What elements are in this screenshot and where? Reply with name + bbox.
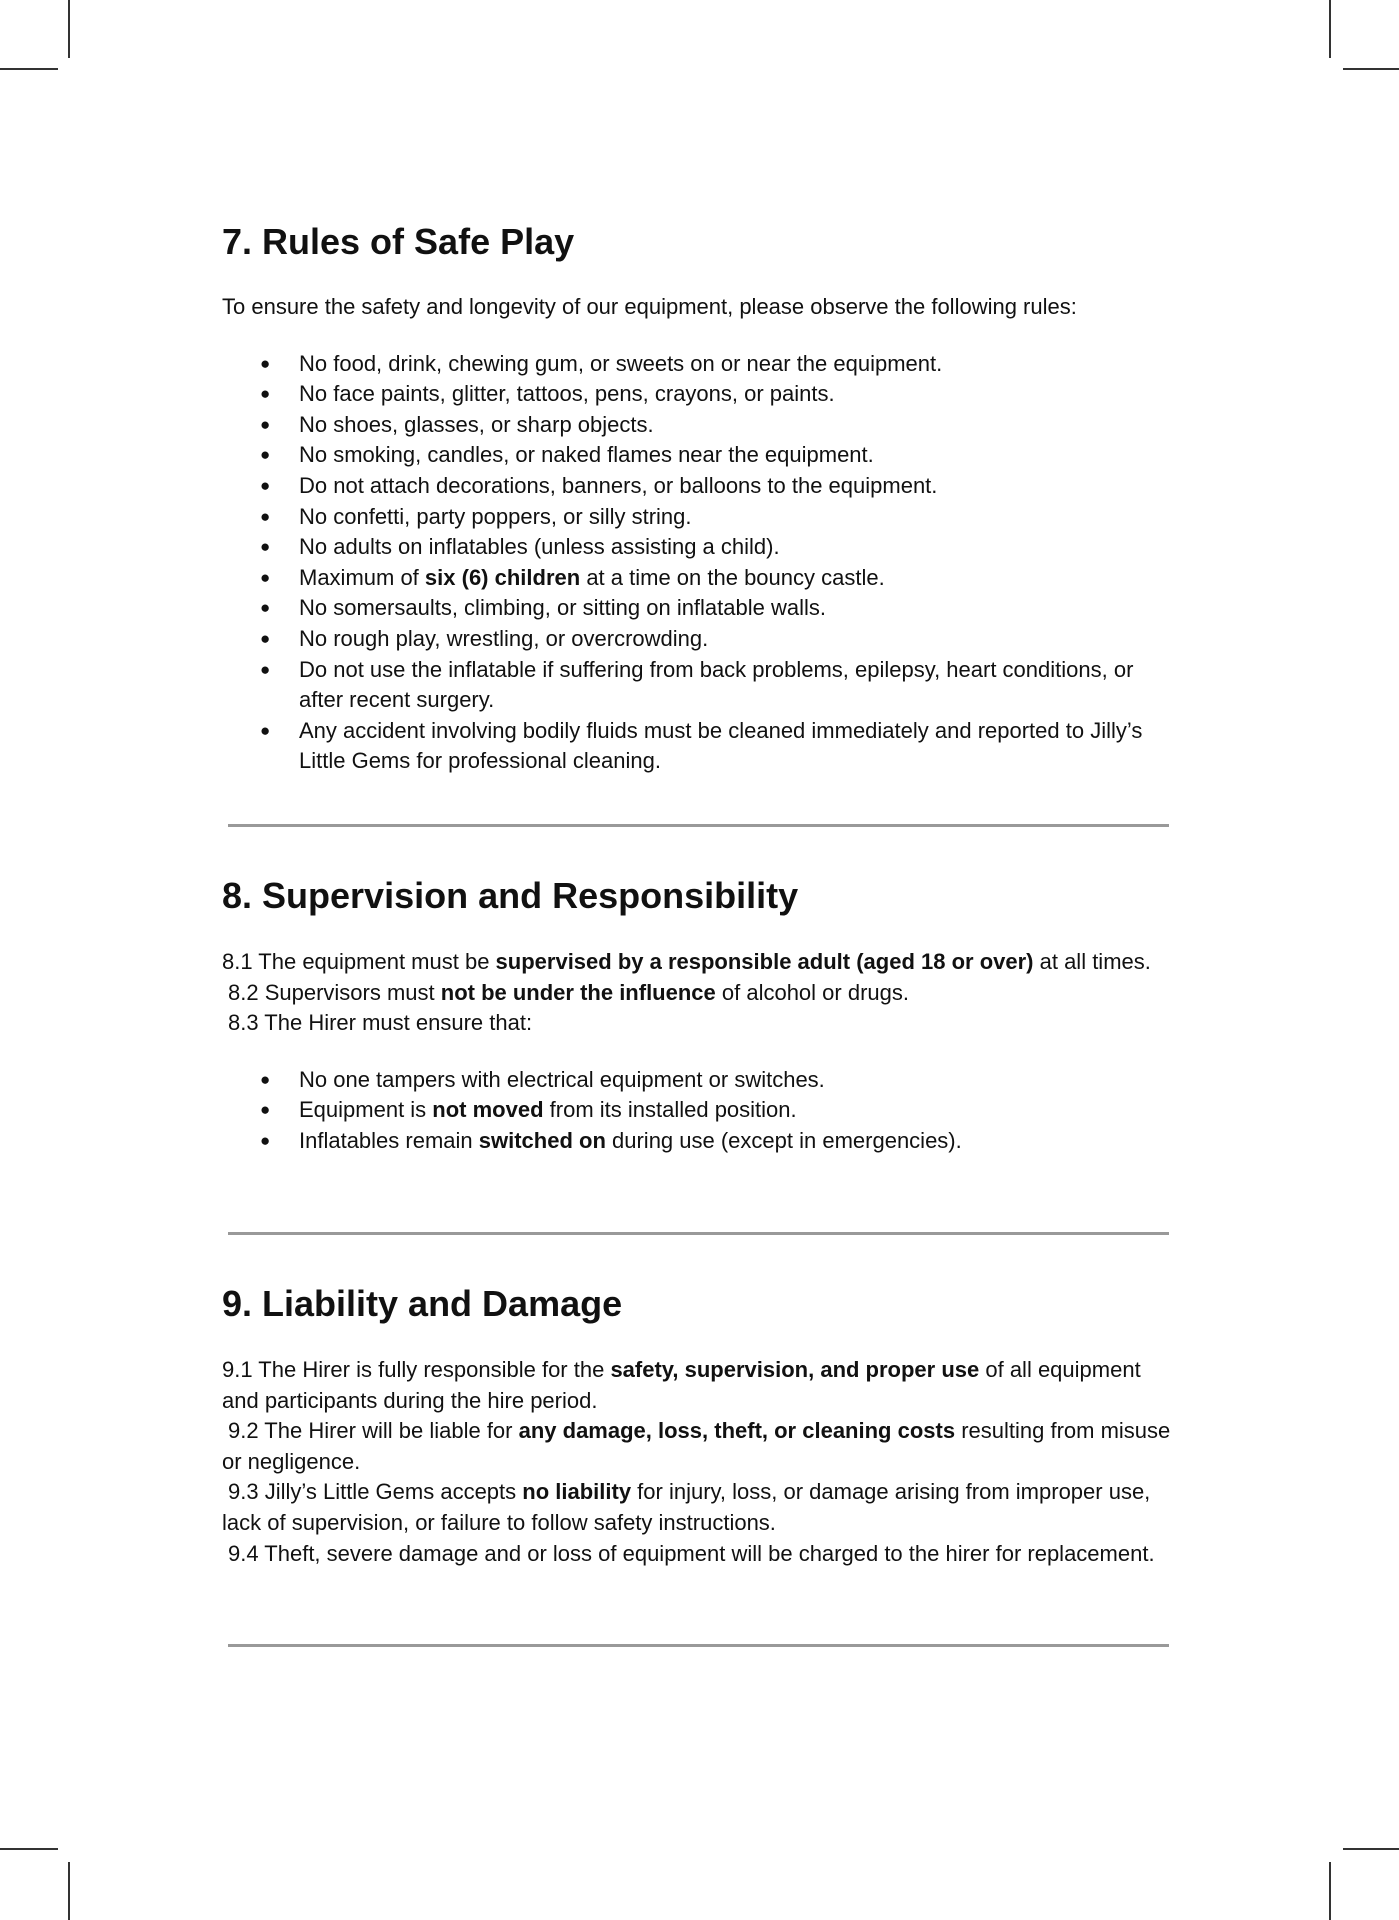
section-rules-of-safe-play	[222, 220, 1182, 777]
bold-text: not moved	[432, 1097, 544, 1123]
crop-mark	[68, 0, 70, 58]
list-item	[222, 1095, 1182, 1126]
bold-text: six (6) children	[424, 564, 581, 590]
crop-mark	[1343, 68, 1399, 70]
intro-text: To ensure the safety and longevity of our equipment, please observe the following rules:	[222, 294, 1077, 319]
crop-mark	[1343, 1848, 1399, 1850]
divider	[228, 824, 1169, 827]
paragraph-8-2	[222, 978, 1182, 1009]
list-item: ● No confetti, party poppers, or silly string.	[222, 502, 1182, 533]
list-item: ● Do not use the inflatable if suffering from back problems, epilepsy, heart conditions, or after recent surgery.	[222, 655, 1182, 716]
paragraph-9-1	[222, 1355, 1182, 1416]
crop-mark	[0, 1848, 58, 1850]
text: 8.2 Supervisors must	[228, 979, 441, 1005]
list-item: ● No somersaults, climbing, or sitting on inflatable walls.	[222, 593, 1182, 624]
section-heading: 7. Rules of Safe Play	[222, 221, 575, 262]
text: for injury, loss, or damage arising from improper use, lack of supervision, or failure to follow safety instructions.	[222, 1479, 1151, 1535]
crop-mark	[68, 1862, 70, 1920]
bold-text: any damage, loss, theft, or cleaning costs	[518, 1418, 956, 1444]
paragraph-8-1	[222, 947, 1182, 978]
paragraph-9-4	[222, 1539, 1182, 1570]
text: from its installed position.	[543, 1097, 797, 1123]
text: 9.1 The Hirer is fully responsible for the	[222, 1357, 611, 1382]
text: at all times.	[1033, 949, 1151, 974]
section-supervision	[222, 874, 1182, 1157]
crop-mark	[1329, 0, 1331, 58]
text: 9.3 Jilly’s Little Gems accepts	[228, 1479, 523, 1505]
divider	[228, 1232, 1169, 1235]
list-item: ● Do not attach decorations, banners, or balloons to the equipment.	[222, 471, 1182, 502]
text: of alcohol or drugs.	[715, 979, 909, 1005]
list-item: ● No food, drink, chewing gum, or sweets on or near the equipment.	[222, 349, 1182, 380]
text: of all equipment and participants during the hire period.	[222, 1357, 1141, 1413]
list-item: ● No rough play, wrestling, or overcrowding.	[222, 624, 1182, 655]
text: 9.2 The Hirer will be liable for	[228, 1418, 519, 1444]
list-item: ● No face paints, glitter, tattoos, pens, crayons, or paints.	[222, 379, 1182, 410]
text: 9.4 Theft, severe damage and or loss of equipment will be charged to the hirer for replacement.	[228, 1540, 1155, 1566]
hirer-list	[222, 1065, 1182, 1157]
paragraph-9-3	[222, 1477, 1182, 1538]
list-item: ● No adults on inflatables (unless assisting a child).	[222, 532, 1182, 563]
text: Inflatables remain	[299, 1127, 479, 1153]
paragraph-9-2	[222, 1416, 1182, 1477]
text: 8.1 The equipment must be	[222, 949, 496, 974]
section-heading: 8. Supervision and Responsibility	[222, 875, 799, 916]
text: resulting from misuse or negligence.	[222, 1418, 1171, 1474]
bold-text: switched on	[478, 1127, 606, 1153]
list-item: ● No shoes, glasses, or sharp objects.	[222, 410, 1182, 441]
divider	[228, 1644, 1169, 1647]
bold-text: not be under the influence	[440, 979, 716, 1005]
crop-mark	[0, 68, 58, 70]
crop-mark	[1329, 1862, 1331, 1920]
section-liability	[222, 1282, 1182, 1569]
rules-list	[222, 349, 1182, 777]
list-item: ● Any accident involving bodily fluids must be cleaned immediately and reported to Jilly’s Little Gems for professional cleaning.	[222, 716, 1182, 777]
bold-text: safety, supervision, and proper use	[610, 1357, 980, 1382]
text: Equipment is	[299, 1097, 433, 1123]
list-item	[222, 563, 1182, 594]
text: Maximum of	[299, 564, 425, 590]
bold-text: no liability	[522, 1479, 632, 1505]
section-heading: 9. Liability and Damage	[222, 1283, 623, 1324]
text: during use (except in emergencies).	[605, 1127, 962, 1153]
list-item: ● No one tampers with electrical equipment or switches.	[222, 1065, 1182, 1096]
list-item	[222, 1126, 1182, 1157]
list-item: ● No smoking, candles, or naked flames near the equipment.	[222, 440, 1182, 471]
paragraph-8-3: 8.3 The Hirer must ensure that:	[228, 1010, 533, 1036]
text: at a time on the bouncy castle.	[580, 564, 885, 590]
bold-text: supervised by a responsible adult (aged 18 or over)	[495, 949, 1034, 974]
